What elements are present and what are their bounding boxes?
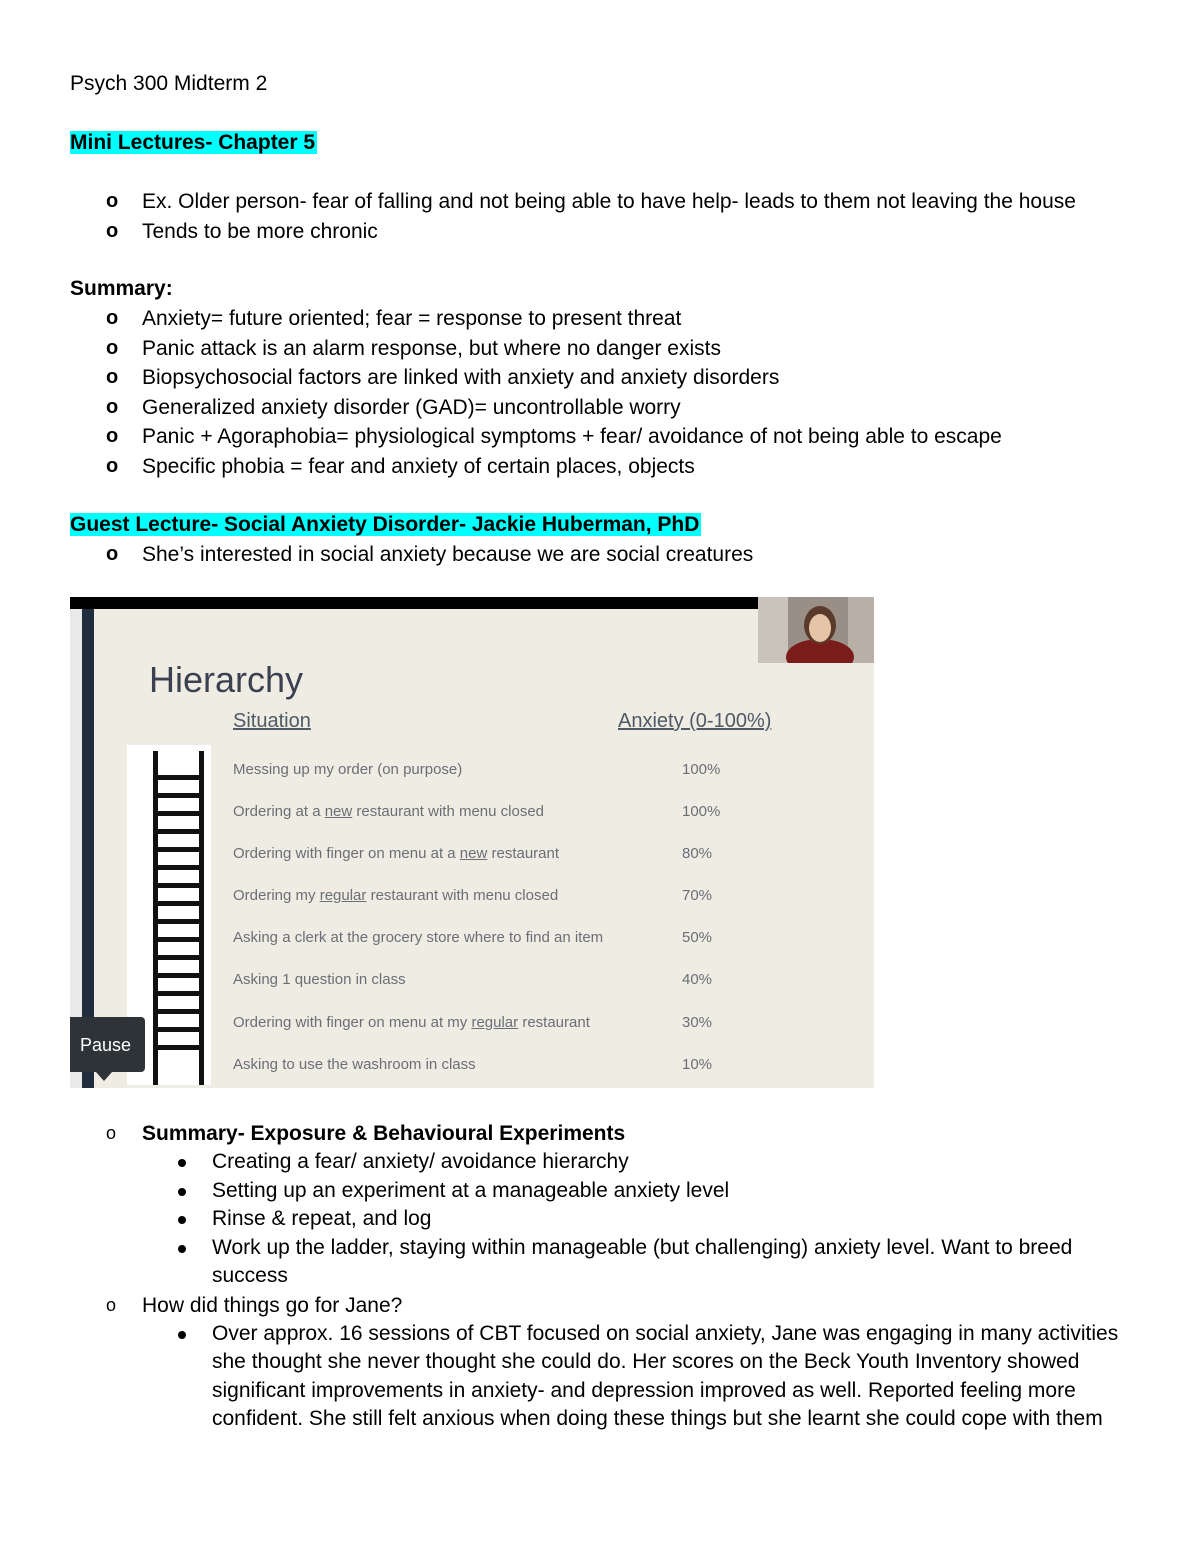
list-item: o Specific phobia = fear and anxiety of certain places, objects	[106, 454, 695, 478]
sub-list	[142, 1148, 1150, 1291]
hierarchy-percent: 80%	[682, 845, 713, 862]
sub-list-item: Work up the ladder, staying within manageable (but challenging) anxiety level. Want to breed success	[142, 1234, 1142, 1291]
pause-button[interactable]: Pause	[70, 1017, 145, 1072]
hierarchy-row: Ordering with finger on menu at my regular restaurant	[233, 1014, 590, 1031]
slide-top-bar	[70, 597, 760, 609]
list-item: o Panic attack is an alarm response, but where no danger exists	[106, 336, 721, 360]
hierarchy-row: Ordering at a new restaurant with menu closed	[233, 803, 545, 820]
list-item: o Tends to be more chronic	[106, 219, 378, 243]
hierarchy-percent: 100%	[682, 803, 721, 820]
hierarchy-row: Asking a clerk at the grocery store where to find an item	[233, 929, 604, 946]
hierarchy-percent: 70%	[682, 887, 713, 904]
hierarchy-row: Asking 1 question in class	[233, 971, 406, 988]
slide-title: Hierarchy	[149, 659, 304, 700]
list-item: o Summary- Exposure & Behavioural Experiments Creating a fear/ anxiety/ avoidance hierarchy Setting up an experiment at a manageable anxiety level Rinse & repeat, and log Work up the ladder, staying within manageable (but challenging) anxiety level. Want to breed success	[70, 1119, 1150, 1291]
list-item: o She’s interested in social anxiety because we are social creatures	[106, 543, 754, 566]
sub-list-item: Rinse & repeat, and log	[142, 1205, 1150, 1234]
hierarchy-row: Ordering my regular restaurant with menu closed	[233, 887, 559, 904]
sub-list-item: Over approx. 16 sessions of CBT focused on social anxiety, Jane was engaging in many activities she thought she never thought she could do. Her scores on the Beck Youth Inventory showed significant improvements in anxiety- and depression improved as well. Reported feeling more confident. She still felt anxious when doing these things but she learnt she could cope with them	[142, 1320, 1152, 1434]
summary-heading: Summary:	[70, 277, 173, 300]
summary-list	[70, 304, 1150, 482]
sub-list-item: Creating a fear/ anxiety/ avoidance hierarchy	[142, 1148, 1150, 1177]
webcam-thumbnail	[758, 597, 874, 663]
section-heading-mini-lectures: Mini Lectures- Chapter 5	[70, 131, 316, 154]
list-item: o How did things go for Jane? Over approx. 16 sessions of CBT focused on social anxiety, Jane was engaging in many activities she thought she never thought she could do. Her scores on the Beck Youth Inventory showed significant improvements in anxiety- and depression improved as well. Reported feeling more confident. She still felt anxious when doing these things but she learnt she could cope with them	[70, 1291, 1150, 1434]
list-item: o Ex. Older person- fear of falling and not being able to have help- leads to them not leaving the house	[106, 190, 1076, 213]
hierarchy-percent: 40%	[682, 971, 713, 988]
column-header-anxiety: Anxiety (0-100%)	[618, 710, 772, 732]
sub-list-item: Setting up an experiment at a manageable anxiety level	[142, 1177, 1150, 1206]
hierarchy-row: Asking to use the washroom in class	[233, 1056, 476, 1073]
list-item: o Biopsychosocial factors are linked with anxiety and anxiety disorders	[106, 366, 780, 390]
hierarchy-percent: 30%	[682, 1014, 713, 1031]
list-item: o Anxiety= future oriented; fear = response to present threat	[106, 307, 682, 330]
mini-lecture-list	[70, 187, 1150, 246]
column-header-situation: Situation	[233, 710, 311, 732]
list-item: o Panic + Agoraphobia= physiological symptoms + fear/ avoidance of not being able to escape	[106, 425, 1002, 449]
section-heading-guest-lecture: Guest Lecture- Social Anxiety Disorder- Jackie Huberman, PhD	[70, 513, 700, 536]
slide-left-edge	[70, 597, 82, 1088]
exposure-list	[70, 1119, 1150, 1434]
document-title: Psych 300 Midterm 2	[70, 72, 268, 95]
hierarchy-slide-image	[70, 597, 874, 1088]
hierarchy-percent: 100%	[682, 761, 721, 778]
list-item: o Generalized anxiety disorder (GAD)= uncontrollable worry	[106, 395, 681, 419]
hierarchy-percent: 10%	[682, 1056, 713, 1073]
guest-lecture-list	[70, 540, 1150, 570]
hierarchy-row: Ordering with finger on menu at a new restaurant	[233, 845, 560, 862]
sub-list	[142, 1320, 1150, 1434]
hierarchy-percent: 50%	[682, 929, 713, 946]
hierarchy-row: Messing up my order (on purpose)	[233, 761, 463, 778]
